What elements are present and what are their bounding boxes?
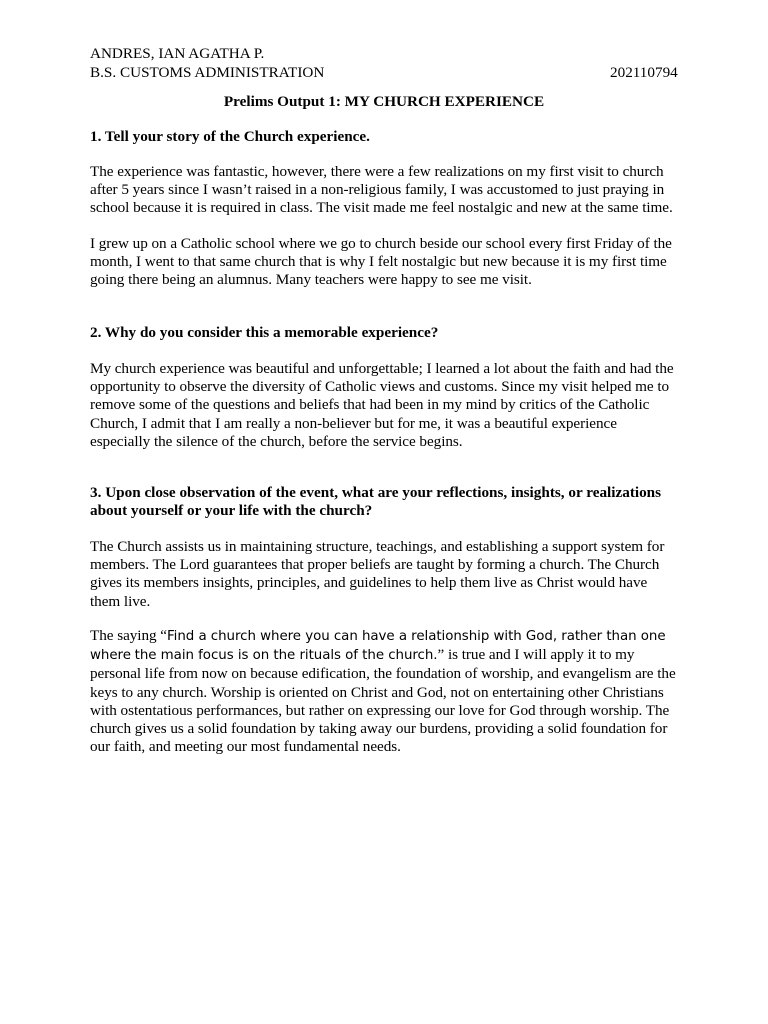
section-3-paragraph-1: The Church assists us in maintaining structure, teachings, and establishing a support system for members. The Lord guarantees that proper beliefs are taught by forming a church. The Church gives its members insights, principles, and guidelines to help them live as Christ would have them live.: [90, 538, 665, 610]
quote-lead-text: The saying “: [90, 627, 167, 644]
section-2-paragraph-1: My church experience was beautiful and unforgettable; I learned a lot about the faith and had the opportunity to observe the diversity of Catholic views and customs. Since my visit helped me to remove some of the questions and beliefs that had been in my mind by critics of the Catholic Church, I admit that I am really a non-believer but for me, it was a beautiful experience especially the silence of the church, before the service begins.: [90, 360, 674, 450]
quote-line-2: the main focus is on the rituals of the church.: [134, 648, 438, 664]
document-title: Prelims Output 1: MY CHURCH EXPERIENCE: [223, 93, 545, 110]
section-3-quote-paragraph: [90, 627, 680, 756]
student-name: ANDRES, IAN AGATHA P.: [90, 45, 265, 62]
program-name: B.S. CUSTOMS ADMINISTRATION: [90, 64, 325, 81]
quote-trailing-text: ” is true and I will apply it to my personal life from now on because edification, the foundation of worship, and evangelism are the keys to any church. Worship is oriented on Christ and God, not on entertaining other Christians with ostentatious performances, but rather on expressing our love for God through worship. The church gives us a solid foundation by taking away our burdens, providing a solid foundation for our faith, and meeting our most fundamental needs.: [90, 646, 676, 756]
question-2: 2. Why do you consider this a memorable experience?: [90, 324, 439, 341]
quote-line-1: Find a church where you can have a relationship with God, rather than one where: [90, 629, 666, 664]
student-id: 202110794: [610, 64, 678, 81]
question-1: 1. Tell your story of the Church experience.: [90, 128, 370, 145]
section-1-paragraph-2: I grew up on a Catholic school where we go to church beside our school every first Friday of the month, I went to that same church that is why I felt nostalgic but new because it is my first time going there being an alumnus. Many teachers were happy to see me visit.: [90, 235, 672, 289]
question-3: 3. Upon close observation of the event, what are your reflections, insights, or realizations about yourself or your life with the church?: [90, 484, 662, 520]
section-1-paragraph-1: The experience was fantastic, however, there were a few realizations on my first visit to church after 5 years since I wasn’t raised in a non-religious family, I was accustomed to just praying in school because it is required in class. The visit made me feel nostalgic and new at the same time.: [90, 163, 673, 217]
